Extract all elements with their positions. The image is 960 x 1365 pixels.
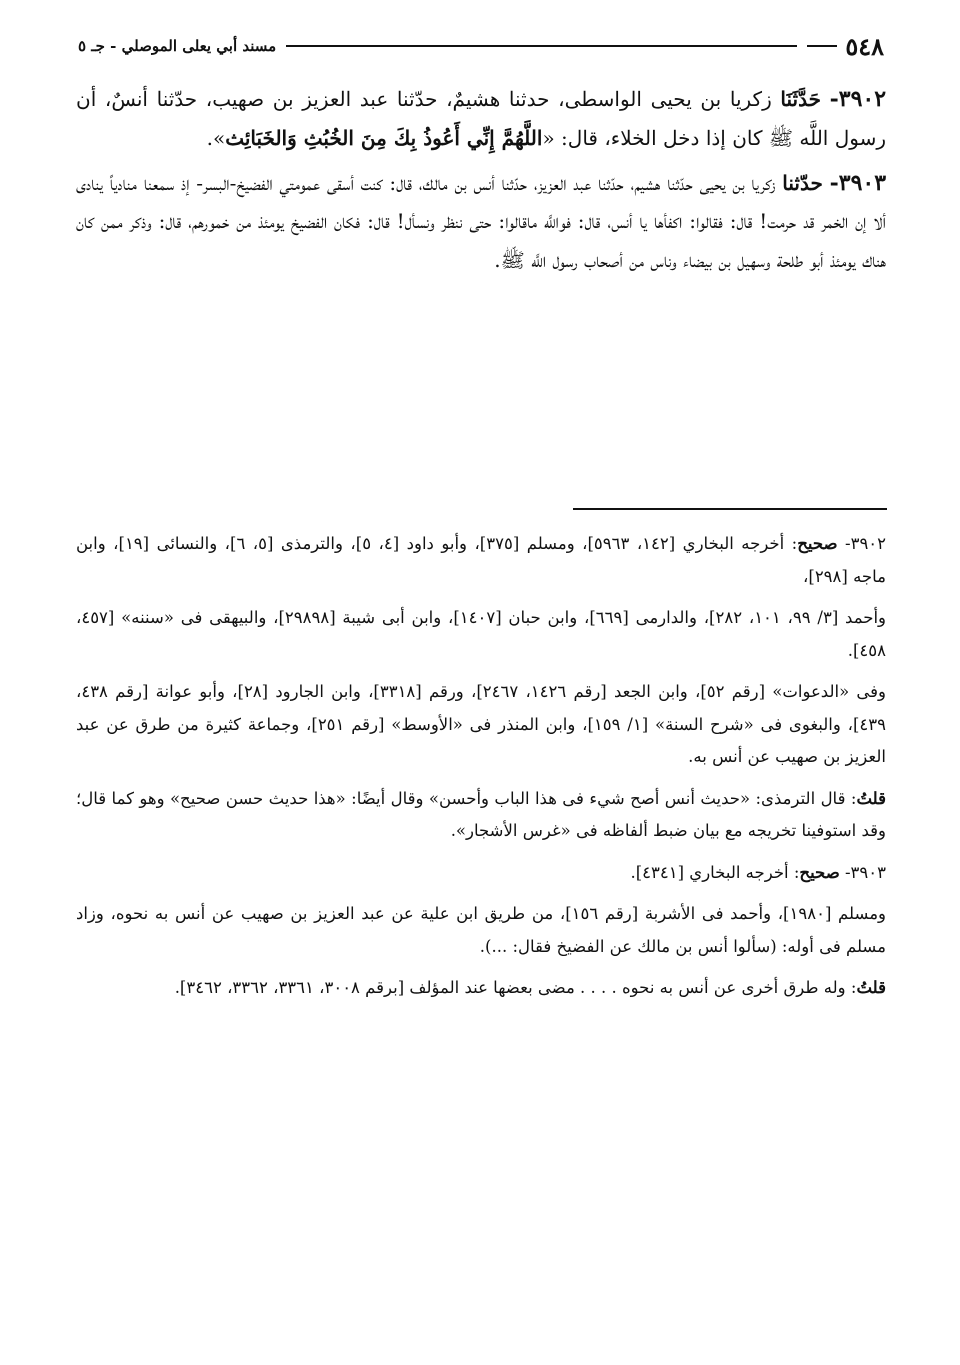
hadith-ending: ». (206, 125, 226, 150)
note-3903-p1 (76, 857, 886, 890)
comment-label: قلتُ (856, 788, 886, 808)
note-number: ٣٩٠٢- (845, 534, 887, 553)
footnote-separator (573, 508, 887, 510)
page-header (78, 30, 884, 62)
grade-label: صحيح (799, 862, 840, 882)
hadith-body: زكريا بن يحيى الواسطى، حدثنا هشيمٌ، حدّثنا عبد العزيز بن صهيب، حدّثنا أنسٌ، أن رسول اللَّه ﷺ كان إذا دخل الخلاء، قال: « (76, 87, 886, 150)
comment-text: : وله طرق أخرى عن أنس به نحوه . . . . مضى بعضها عند المؤلف [برقم ٣٠٠٨، ٣٣٦١، ٣٣٦٢، ٣٤٦٢]. (174, 978, 857, 997)
main-text (76, 80, 886, 286)
footnotes (76, 528, 886, 1014)
note-3902-comment (76, 783, 886, 848)
note-text: : أخرجه البخاري [١٤٢، ٥٩٦٣]، ومسلم [٣٧٥]، وأبو داود [٤، ٥]، والترمذى [٥، ٦]، والنسائى [١٩]، وابن ماجه [٢٩٨]، (76, 534, 886, 586)
note-3902-p2: وأحمد [٣/ ٩٩، ١٠١، ٢٨٢]، والدارمى [٦٦٩]، وابن حبان [١٤٠٧]، وابن أبى شيبة [٢٩٨٩٨]، والبيهقى فى «سننه» [٤٥٧، ٤٥٨]. (76, 608, 887, 660)
hadith-body: زكريا بن يحيى حدّثنا هشيم، حدّثنا عبد العزيز، حدّثنا أنس بن مالك، قال: كنت أسقى عمومتي الفضيخ-البسر- إذ سمعنا منادياً ينادى ألا إن الخمر قد حرمت! قال: فقالوا: اكفأها يا أنس، قال: فواللَّه ماقالوا: حتى ننظر ونسأل! قال: فكان الفضيخ يومئذ من خمورهم، قال: وذكر ممن كان هناك يومئذ أبو طلحة وسهيل بن بيضاء وناس من أصحاب رسول اللَّه ﷺ. (76, 170, 886, 273)
header-rule (286, 45, 797, 47)
page-number: ٥٤٨ (845, 31, 884, 61)
hadith-dua: اللَّهُمَّ إِنِّي أَعُوذُ بِكَ مِنَ الخُبُثِ وَالخَبَائِث (225, 125, 543, 150)
note-text: : أخرجه البخاري [٤٣٤١]. (630, 862, 800, 882)
hadith-number: ٣٩٠٣- (829, 169, 887, 196)
hadith-number: ٣٩٠٢- (829, 86, 887, 112)
book-title: مسند أبي يعلى الموصلي - جـ ٥ (78, 37, 277, 55)
comment-text: : قال الترمذى: «حديث أنس أصح شيء فى هذا الباب وأحسن» وقال أيضًا: «هذا حديث حسن صحيح» وهو كما قال؛ وقد استوفينا تخريجه مع بيان ضبط ألفاظه فى «غرس الأشجار». (76, 788, 886, 840)
hadith-keyword: حدّثنا (782, 170, 823, 195)
hadith-3903 (76, 164, 886, 280)
note-3903-comment (76, 972, 886, 1005)
comment-label: قلتُ (856, 978, 886, 997)
hadith-keyword: حَدَّثَنَا (780, 87, 821, 111)
grade-label: صحيح (797, 534, 838, 553)
note-3902-p1 (76, 528, 886, 593)
note-3903-p2: ومسلم [١٩٨٠]، وأحمد فى الأشربة [رقم ١٥٦]، من طريق ابن علية عن عبد العزيز بن صهيب عن أنس به نحوه، وزاد مسلم فى أوله: (سألوا أنس بن مالك عن الفضيخ فقال: ...). (76, 904, 887, 956)
note-3902-p3: وفى «الدعوات» [رقم ٥٢]، وابن الجعد [رقم ١٤٢٦، ٢٤٦٧]، ورقم [٣٣١٨]، وابن الجارود [٢٨]، وأبو عوانة [رقم ٤٣٨، ٤٣٩]، والبغوى فى «شرح السنة» [١/ ١٥٩]، وابن المنذر فى «الأوسط» [رقم ٢٥١]، وجماعة كثيرة من طرق عن عبد العزيز بن صهيب عن أنس به. (76, 682, 887, 766)
header-dash (807, 45, 837, 47)
note-number: ٣٩٠٣- (844, 862, 886, 882)
hadith-3902 (76, 80, 886, 158)
